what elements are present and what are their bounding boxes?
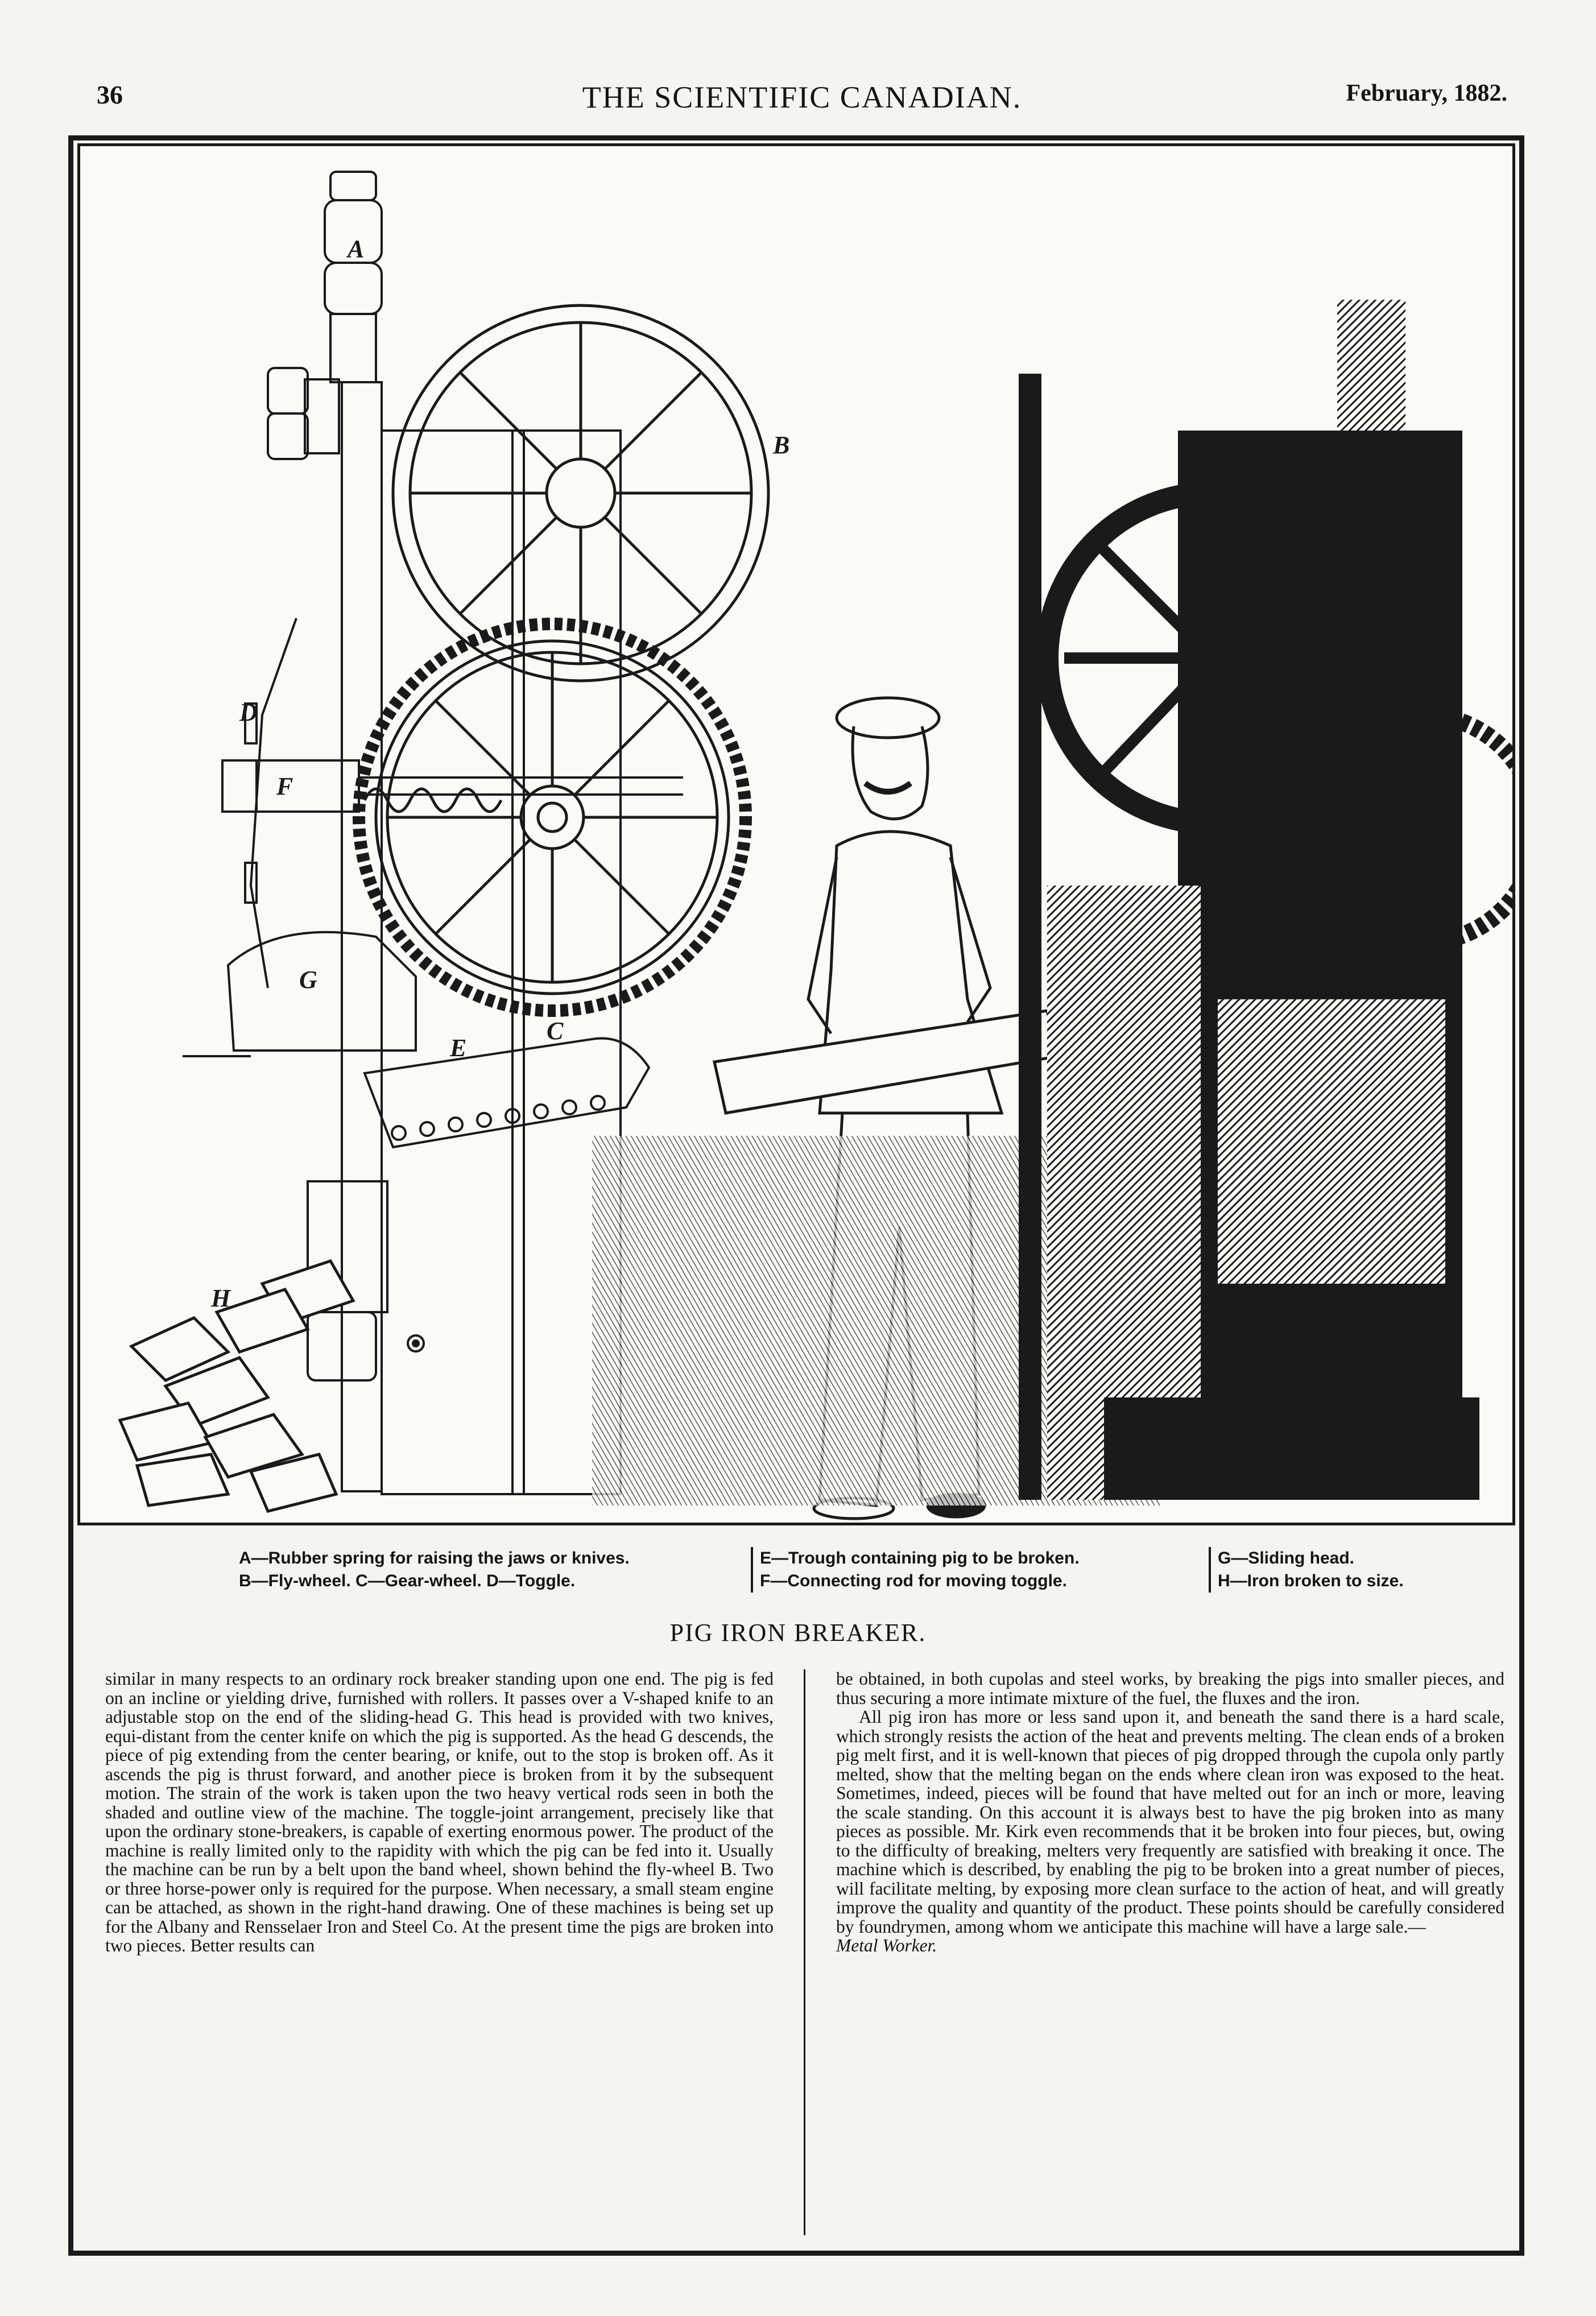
label-e: E (450, 1034, 467, 1062)
gear-wheel (359, 624, 746, 1011)
figure-legend (0, 1547, 1596, 1610)
legend-entry-e: E—Trough containing pig to be broken. (760, 1549, 1080, 1568)
legend-column-3 (1209, 1547, 1404, 1593)
legend-entry-b-c-d: B—Fly-wheel. C—Gear-wheel. D—Toggle. (239, 1571, 576, 1590)
legend-entry-g: G—Sliding head. (1218, 1549, 1355, 1568)
figure-caption: PIG IRON BREAKER. (669, 1619, 927, 1647)
label-h: H (211, 1284, 231, 1312)
broken-iron-pile (120, 1261, 353, 1511)
pig-iron-breaker-illustration (80, 146, 1512, 1523)
column-divider (804, 1669, 805, 2235)
page-number: 36 (97, 80, 123, 109)
publication-title: THE SCIENTIFIC CANADIAN. (582, 80, 1022, 114)
article-body (105, 1669, 1504, 2238)
article-paragraph: be obtained, in both cupolas and steel works, by breaking the pigs into smaller pieces, and thus securing a more intimate mixture of the fuel, the fluxes and the iron. (836, 1669, 1504, 1708)
legend-column-2 (751, 1547, 1080, 1593)
label-c: C (547, 1017, 564, 1045)
label-d: D (239, 698, 258, 726)
article-source: Metal Worker. (836, 1935, 937, 1955)
legend-entry-f: F—Connecting rod for moving toggle. (760, 1571, 1067, 1590)
label-g: G (299, 966, 317, 994)
label-a: A (348, 235, 365, 263)
legend-column-1 (239, 1547, 630, 1593)
legend-entry-h: H—Iron broken to size. (1218, 1571, 1404, 1590)
article-column-right (836, 1669, 1504, 1955)
issue-date: February, 1882. (1346, 80, 1507, 106)
trough-rollers (392, 1096, 605, 1140)
page-header (97, 80, 1507, 125)
shaded-machine (1019, 300, 1512, 1500)
article-paragraph: similar in many respects to an ordinary rock breaker standing upon one end. The pig is fed on an incline or yielding drive, furnished with rollers. It passes over a V-shaped knife to an adjustable stop on the end of the sliding-head G. This head is provided with two knives, equi-distant from the center knife on which the pig is supported. As the head G descends, the piece of pig extending from the center bearing, or knife, out to the stop is broken off. As it ascends the pig is thrust forward, and another piece is broken from it by the subsequent motion. The strain of the work is taken upon the two heavy vertical rods seen in both the shaded and outline view of the machine. The toggle-joint arrangement, precisely like that upon the ordinary stone-breakers, is capable of exerting enormous power. The product of the machine is really limited only to the rapidity with which the pig can be fed into it. Usually the machine can be run by a belt upon the band wheel, shown behind the fly-wheel B. Two or three horse-power only is required for the purpose. When necessary, a small steam engine can be attached, as shown in the right-hand drawing. One of these machines is being set up for the Albany and Rensselaer Iron and Steel Co. At the present time the pigs are broken into two pieces. Better results can (105, 1669, 774, 1955)
legend-entry-a: A—Rubber spring for raising the jaws or knives. (239, 1549, 630, 1568)
article-column-left (105, 1669, 774, 1955)
label-f: F (276, 772, 293, 800)
article-paragraph: All pig iron has more or less sand upon it, and beneath the sand there is a hard scale, which strongly resists the action of the heat and prevents melting. The clean ends of a broken pig melt first, and it is well-known that pieces of pig dropped through the cupola only partly melted, show that the melting began on the ends where clean iron was exposed to the heat. Sometimes, indeed, pieces will be found that have melted out for an inch or more, leaving the scale standing. On this account it is always best to have the pig broken into as many pieces as possible. Mr. Kirk even recommends that it be broken into four pieces, but, owing to the difficulty of breaking, melters very frequently are satisfied with breaking it once. The machine which is described, by enabling the pig to be broken into a great number of pieces, will facilitate melting, by exposing more clean surface to the action of heat, and will greatly improve the quality and quantity of the product. These points should be carefully considered by foundrymen, among whom we anticipate this machine will have a large sale.— (836, 1707, 1504, 1937)
label-b: B (773, 431, 790, 459)
